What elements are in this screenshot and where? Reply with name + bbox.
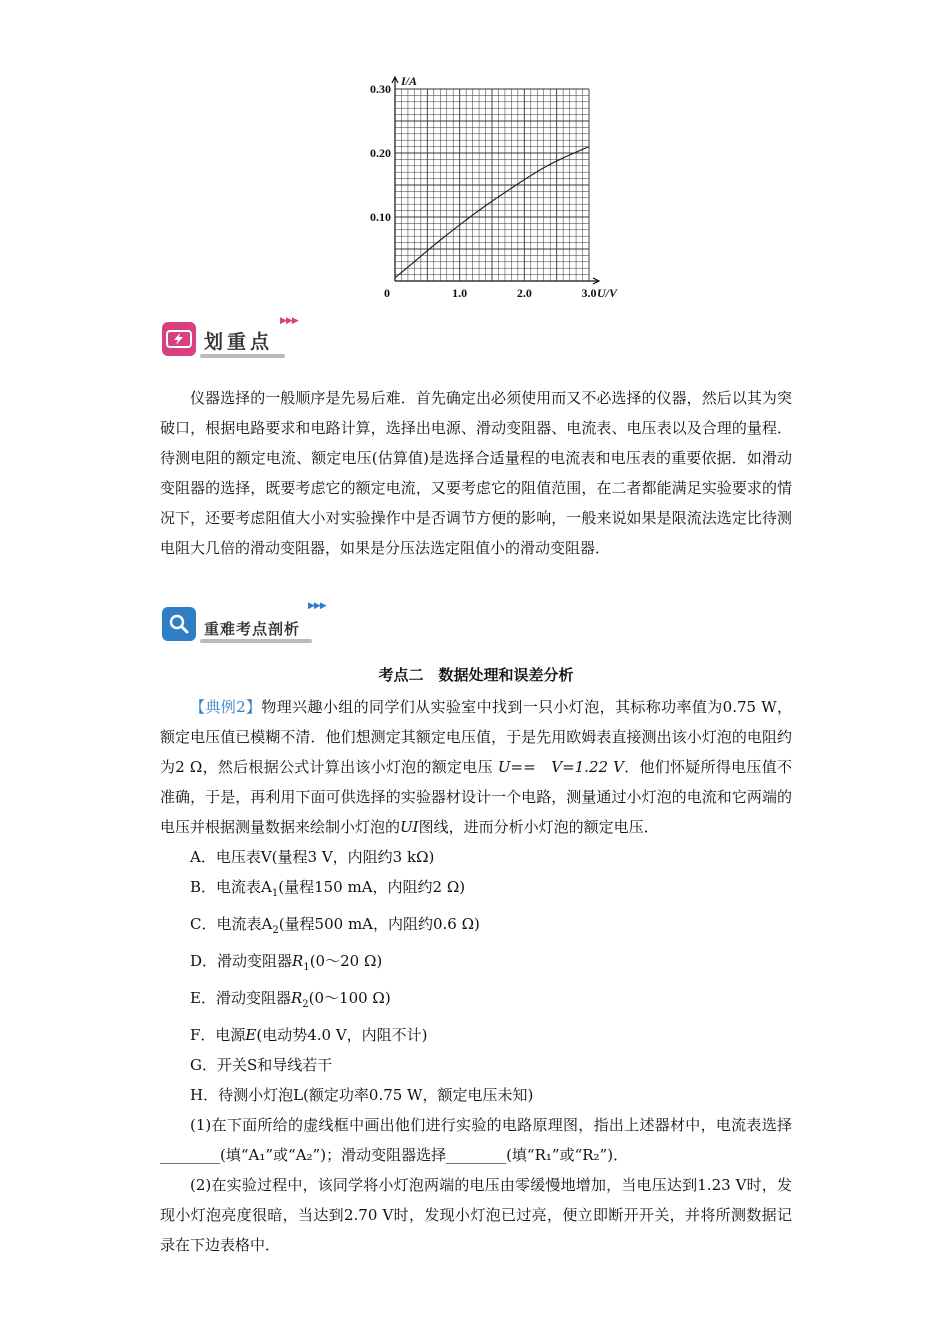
x-tick-label: 1.0: [452, 286, 468, 300]
key-points-paragraph: 仪器选择的一般顺序是先易后难．首先确定出必须使用而又不必选择的仪器，然后以其为突破口，根据电路要求和电路计算，选择出电源、滑动变阻器、电流表、电压表以及合理的量程．待测电阻的额定电流、额定电压(估算值)是选择合适量程的电流表和电压表的重要依据．如滑动变阻器的选择，既要考虑它的额定电流，又要考虑它的阻值范围，在二者都能满足实验要求的情况下，还要考虑阻值大小对实验操作中是否调节方便的影响，一般来说如果是限流法选定比待测电阻大几倍的滑动变阻器，如果是分压法选定阻值小的滑动变阻器．: [160, 389, 792, 557]
magnifier-icon: [162, 607, 196, 641]
graph-grid: [395, 89, 589, 281]
x-tick-label: 0: [384, 286, 390, 300]
example-label: 【典例2】: [190, 698, 262, 716]
section-header-analysis: [162, 601, 326, 641]
iu-graph: [355, 72, 635, 307]
question-1: (1)在下面所给的虚线框中画出他们进行实验的电路原理图，指出上述器材中，电流表选择________(填“A₁”或“A₂”)；滑动变阻器选择________(填“R₁”或“R₂”)．: [160, 1116, 792, 1164]
option-f: F．电源E(电动势4.0 V，内阻不计): [190, 1026, 428, 1044]
option-g: G．开关S和导线若干: [190, 1056, 333, 1074]
option-a: A．电压表V(量程3 V，内阻约3 kΩ): [190, 848, 435, 866]
lightning-icon: [162, 322, 196, 356]
arrow-decoration-icon: ▶▶▶: [280, 316, 298, 326]
section-title: 划重点: [204, 327, 273, 354]
question-2: (2)在实验过程中，该同学将小灯泡两端的电压由零缓慢地增加，当电压达到1.23 V时，发现小灯泡亮度很暗，当达到2.70 V时，发现小灯泡已过亮，便立即断开开关，并将所测数据记录在下边表格中．: [160, 1176, 792, 1254]
x-tick-label: 2.0: [516, 286, 532, 300]
y-tick-label: 0.30: [370, 82, 391, 96]
y-tick-label: 0.10: [370, 210, 391, 224]
x-axis-label: U/V: [597, 286, 618, 300]
option-h: H．待测小灯泡L(额定功率0.75 W，额定电压未知): [190, 1086, 534, 1104]
topic-title: 考点二 数据处理和误差分析: [378, 666, 574, 684]
section-header-key-points: [162, 316, 298, 356]
y-tick-label: 0.20: [370, 146, 391, 160]
option-e: E．滑动变阻器$R_2(0\sim 100$ Ω): [190, 989, 391, 1010]
section-title: 重难考点剖析: [204, 620, 301, 638]
option-b: B．电流表$A_1$(量程150 mA，内阻约2 Ω): [190, 878, 466, 899]
arrow-decoration-icon: ▶▶▶: [308, 601, 326, 611]
y-axis-label: I/A: [401, 74, 418, 88]
option-c: C．电流表$A_2$(量程500 mA，内阻约0.6 Ω): [190, 915, 480, 936]
formula: U== V=1.22 V: [497, 758, 624, 776]
example-block: [160, 692, 792, 1260]
option-d: D．滑动变阻器$R_1(0\sim 20$ Ω): [190, 952, 383, 973]
example-paragraph: 【典例2】物理兴趣小组的同学们从实验室中找到一只小灯泡，其标称功率值为0.75 W，额定电压值已模糊不清．他们想测定其额定电压值，于是先用欧姆表直接测出该小灯泡的电阻约为2 Ω，然后根据公式计算出该小灯泡的额定电压 U== V=1.22 V．他们怀疑所得电压值不准确，于是，再利用下面可供选择的实验器材设计一个电路，测量通过小灯泡的电流和它两端的电压并根据测量数据来绘制小灯泡的UI图线，进而分析小灯泡的额定电压．: [160, 698, 792, 836]
x-tick-label: 3.0: [581, 286, 597, 300]
